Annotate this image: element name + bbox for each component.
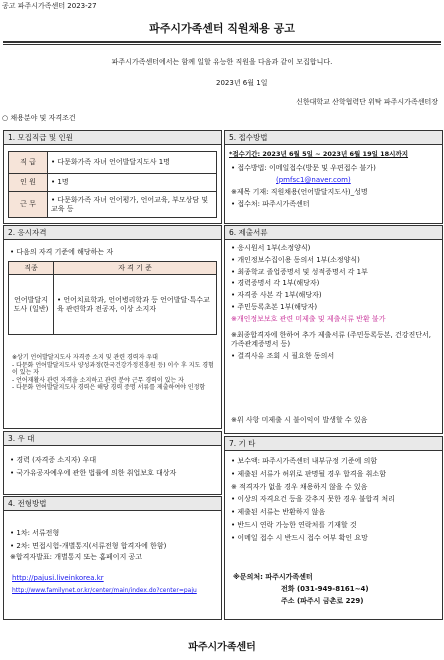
preference-box-title: 3. 우 대 bbox=[4, 432, 221, 446]
job-cell: 언어발달지도사 (일반) bbox=[9, 275, 54, 335]
list-item: • 제출된 서류는 반환하지 않음 bbox=[231, 508, 326, 516]
documents-box-title: 6. 제출서류 bbox=[225, 226, 442, 240]
section-label: ○ 채용분야 및 자격조건 bbox=[2, 114, 76, 122]
row-value: • 1명 bbox=[48, 174, 217, 192]
footer-organization: 파주시가족센터 bbox=[188, 642, 256, 653]
recruit-box-title: 1. 모집직급 및 인원 bbox=[4, 131, 221, 145]
list-item: • 응시원서 1부(소정양식) bbox=[231, 244, 311, 252]
other-box bbox=[224, 436, 443, 620]
contact-address: 주소 (파주시 금촌로 229) bbox=[281, 596, 364, 605]
intro-text: 파주시가족센터에서는 함께 일할 유능한 직원을 다음과 같이 모집합니다. bbox=[111, 58, 333, 66]
preference-box bbox=[3, 431, 222, 495]
application-box-title: 5. 접수방법 bbox=[225, 131, 442, 145]
list-item: ※제목 기재: 직원채용(언어발달지도사)_성명 bbox=[231, 187, 368, 196]
contact-phone: 전화 (031-949-8161~4) bbox=[281, 584, 369, 593]
contact-block bbox=[233, 573, 439, 605]
list-item: • 반드시 연락 가능한 연락처를 기재할 것 bbox=[231, 520, 357, 529]
list-item: • 최종학교 졸업증명서 및 성적증명서 각 1부 bbox=[231, 267, 368, 276]
qualification-notes: ※상기 언어발달지도사 자격증 소지 및 관련 경력자 우대 - 다문화 언어발달지도사 양성과정(한국건강가정진흥원 등) 이수 후 지도 경험이 있는 자 - 언어재활사 관련 자격을 소지하고 관련 분야 근무 경력이 있는 자 - 다문화 언어발달지도사 경력은 해당 경력 증명 서류를 제출하여야 인정함 bbox=[12, 354, 214, 391]
application-box bbox=[224, 130, 443, 224]
qualification-lead: • 다음의 자격 기준에 해당하는 자 bbox=[10, 248, 114, 256]
list-item: ※최종합격자에 한하여 추가 제출서류 (주민등록등본, 건강진단서, 가족관계증명서 등) bbox=[231, 331, 431, 348]
table-header-job: 직종 bbox=[9, 262, 54, 275]
list-item: • 이메일 접수 시 반드시 접수 여부 확인 요망 bbox=[231, 533, 368, 542]
list-item: • 경력증명서 각 1부(해당자) bbox=[231, 279, 320, 288]
qualification-box bbox=[3, 225, 222, 429]
familynet-link[interactable]: http://www.familynet.or.kr/center/main/index.do?center=paju bbox=[12, 587, 197, 594]
homepage-link[interactable]: http://pajusi.liveinkorea.kr bbox=[12, 574, 104, 582]
row-label: 근 무 bbox=[9, 192, 48, 218]
title-rule bbox=[3, 41, 441, 43]
list-item: ※개인정보보호 관련 미제출 및 제출서류 반환 불가 bbox=[231, 314, 386, 323]
list-item: • 국가유공자예우에 관한 법률에 의한 취업보호 대상자 bbox=[10, 468, 177, 477]
list-item: • 경력 (자격증 소지자) 우대 bbox=[10, 456, 97, 464]
selection-box-title: 4. 전형방법 bbox=[4, 497, 221, 511]
list-item: • 결격사유 조회 시 필요한 동의서 bbox=[231, 351, 335, 360]
row-value: • 다문화가족 자녀 언어평가, 언어교육, 부모상담 및 교육 등 bbox=[48, 192, 217, 218]
list-item: • 주민등록초본 1부(해당자) bbox=[231, 302, 318, 311]
contact-label: ※문의처: 파주시가족센터 bbox=[233, 573, 313, 581]
list-item: • 1차: 서류전형 bbox=[10, 529, 60, 537]
issuer: 신한대학교 산학협력단 위탁 파주시가족센터장 bbox=[296, 98, 438, 106]
list-item: • 개인정보수집이용 동의서 1부(소정양식) bbox=[231, 255, 360, 264]
qualification-box-title: 2. 응시자격 bbox=[4, 226, 221, 240]
notice-date: 2023년 6월 1일 bbox=[216, 79, 268, 87]
row-label: 인 원 bbox=[9, 174, 48, 192]
documents-box bbox=[224, 225, 443, 434]
documents-note: ※위 사항 미제출 시 불이익이 발생할 수 있음 bbox=[231, 416, 368, 424]
list-item: • 보수액: 파주시가족센터 내부규정 기준에 의함 bbox=[231, 457, 378, 465]
list-item: ※ 적격자가 없을 경우 채용하지 않을 수 있음 bbox=[231, 482, 368, 491]
list-item: • 제출된 서류가 허위로 판명될 경우 합격을 취소함 bbox=[231, 469, 386, 478]
criteria-cell: • 언어치료학과, 언어병리학과 등 언어발달·특수교육 관련학과 전공자, 이상 소지자 bbox=[54, 275, 217, 335]
row-value: • 다문화가족 자녀 언어발달지도사 1명 bbox=[48, 152, 217, 174]
application-period: *접수기간: 2023년 6월 5일 ~ 2023년 6월 19일 18시까지 bbox=[229, 150, 409, 158]
list-item: • 접수처: 파주시가족센터 bbox=[231, 200, 310, 209]
recruit-box bbox=[3, 130, 222, 224]
list-item: • 자격증 사본 각 1부(해당자) bbox=[231, 291, 322, 299]
email-address[interactable]: (pmfsc1@naver.com) bbox=[276, 175, 351, 184]
table-header-criteria: 자 격 기 준 bbox=[54, 262, 217, 275]
other-box-title: 7. 기 타 bbox=[225, 437, 442, 451]
selection-box bbox=[3, 496, 222, 620]
list-item: • 이상의 자격요건 등을 갖추지 못한 경우 불합격 처리 bbox=[231, 495, 395, 504]
title-rule-thin bbox=[3, 44, 441, 45]
list-item: • 접수방법: 이메일접수(방문 및 우편접수 불가) bbox=[231, 164, 376, 172]
list-item: ※합격자발표: 개별통지 또는 홈페이지 공고 bbox=[10, 552, 143, 561]
row-label: 직 급 bbox=[9, 152, 48, 174]
list-item: • 2차: 면접시험-개별통지(서류전형 합격자에 한함) bbox=[10, 541, 167, 550]
page-title: 파주시가족센터 직원채용 공고 bbox=[149, 22, 295, 35]
document-number: 공고 파주시가족센터 2023-27 bbox=[2, 2, 97, 10]
